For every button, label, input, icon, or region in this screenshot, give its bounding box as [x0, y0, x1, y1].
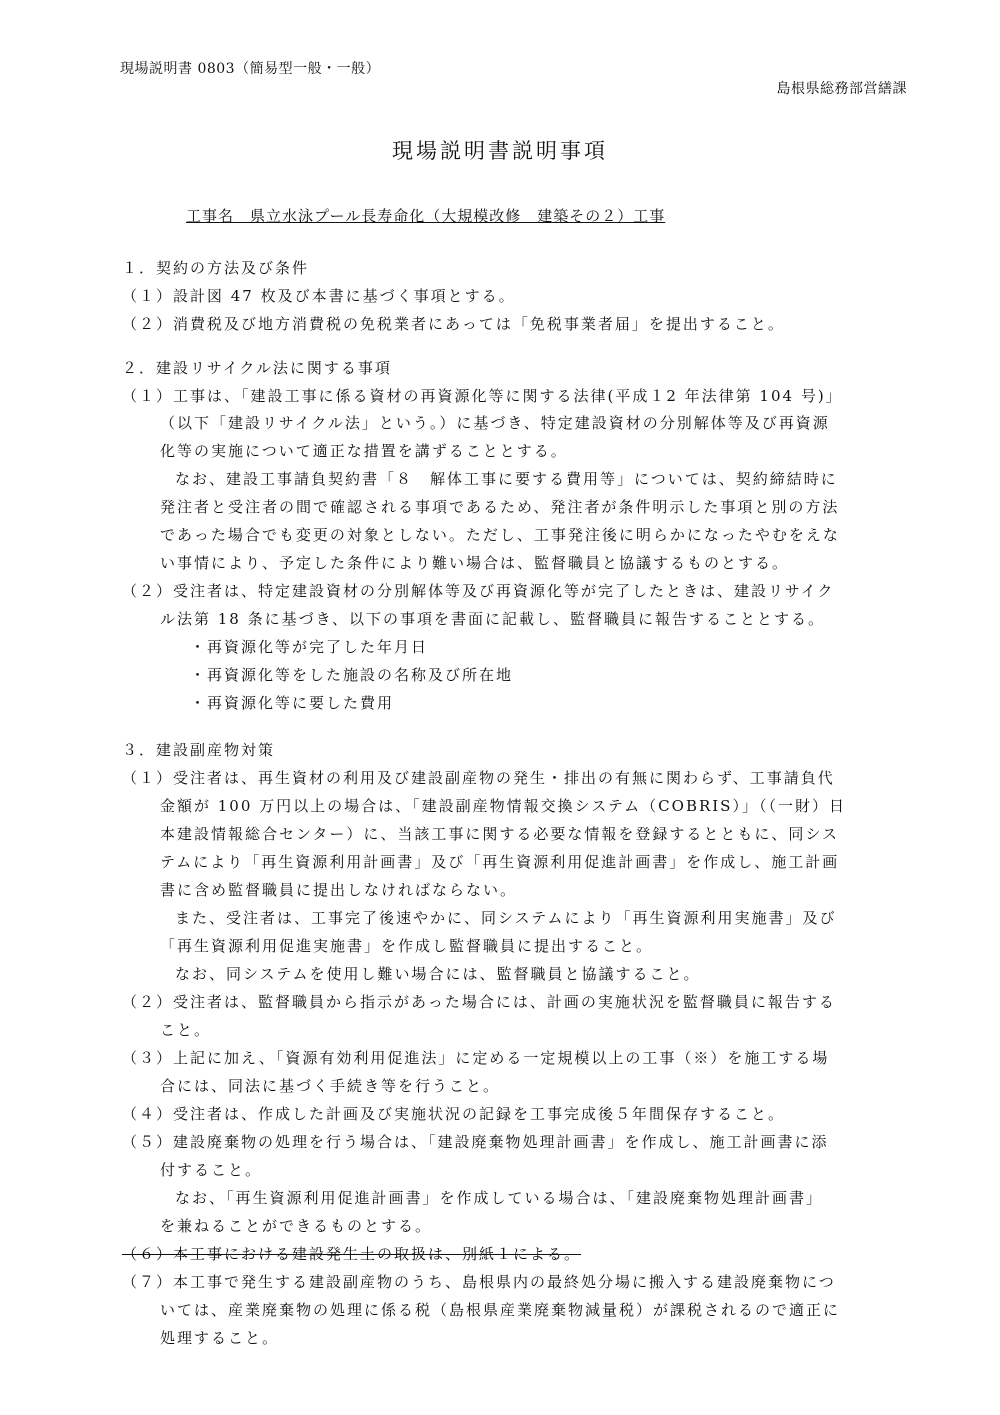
body-line: 金額が 100 万円以上の場合は、「建設副産物情報交換システム（COBRIS）」（（一財）日: [160, 797, 846, 815]
body-line: （３）上記に加え、「資源有効利用促進法」に定める一定規模以上の工事（※）を施工する場: [122, 1049, 830, 1067]
body-line: 付すること。: [160, 1161, 263, 1179]
body-line: 合には、同法に基づく手続き等を行うこと。: [160, 1077, 501, 1095]
body-line: テムにより「再生資源利用計画書」及び「再生資源利用促進計画書」を作成し、施工計画: [160, 853, 840, 871]
body-line: 書に含め監督職員に提出しなければならない。: [160, 881, 518, 899]
body-line: 処理すること。: [160, 1329, 280, 1347]
body-line: （２）消費税及び地方消費税の免税業者にあっては「免税事業者届」を提出すること。: [122, 315, 785, 333]
body-line: また、受注者は、工事完了後速やかに、同システムにより「再生資源利用実施書」及び: [175, 909, 837, 927]
body-line: １．契約の方法及び条件: [122, 259, 310, 277]
body-line: を兼ねることができるものとする。: [160, 1217, 433, 1235]
body-line: であった場合でも変更の対象としない。ただし、工事発注後に明らかになったやむをえな: [160, 526, 840, 544]
body-line: ル法第 18 条に基づき、以下の事項を書面に記載し、監督職員に報告することとする。: [160, 610, 826, 628]
body-line: ・再資源化等をした施設の名称及び所在地: [190, 666, 514, 684]
body-line: なお、建設工事請負契約書「８ 解体工事に要する費用等」については、契約締結時に: [175, 470, 838, 488]
body-line: （２）受注者は、監督職員から指示があった場合には、計画の実施状況を監督職員に報告する: [122, 993, 836, 1011]
body-line: こと。: [160, 1021, 212, 1039]
body-line: ・再資源化等が完了した年月日: [190, 638, 429, 656]
document-code: 現場説明書 0803（簡易型一般・一般）: [120, 61, 381, 77]
department-name: 島根県総務部営繕課: [776, 81, 907, 97]
body-line: い事情により、予定した条件により難い場合は、監督職員と協議するものとする。: [160, 554, 790, 572]
body-line: （以下「建設リサイクル法」という。）に基づき、特定建設資材の分別解体等及び再資源: [160, 414, 830, 432]
body-line: ３．建設副産物対策: [122, 741, 276, 759]
body-line: 発注者と受注者の間で確認される事項であるため、発注者が条件明示した事項と別の方法: [160, 498, 840, 516]
body-line: （２）受注者は、特定建設資材の分別解体等及び再資源化等が完了したときは、建設リサイク: [122, 582, 835, 600]
body-line: （７）本工事で発生する建設副産物のうち、島根県内の最終処分場に搬入する建設廃棄物につ: [122, 1273, 836, 1291]
body-line: 化等の実施について適正な措置を講ずることとする。: [160, 442, 568, 460]
body-line: （６）本工事における建設発生土の取扱は、別紙１による。: [122, 1245, 582, 1263]
body-line: （１）工事は、「建設工事に係る資材の再資源化等に関する法律(平成１2 年法律第 104 号)」: [122, 387, 843, 405]
body-line: （４）受注者は、作成した計画及び実施状況の記録を工事完成後５年間保存すること。: [122, 1105, 786, 1123]
body-line: なお、「再生資源利用促進計画書」を作成している場合は、「建設廃棄物処理計画書」: [175, 1189, 824, 1207]
body-line: 本建設情報総合センター）に、当該工事に関する必要な情報を登録するとともに、同シス: [160, 825, 839, 843]
body-line: いては、産業廃棄物の処理に係る税（島根県産業廃棄物減量税）が課税されるので適正に: [160, 1301, 841, 1319]
body-line: なお、同システムを使用し難い場合には、監督職員と協議すること。: [175, 965, 701, 983]
body-line: （１）設計図 47 枚及び本書に基づく事項とする。: [122, 287, 516, 305]
body-line: （５）建設廃棄物の処理を行う場合は、「建設廃棄物処理計画書」を作成し、施工計画書に添: [122, 1133, 829, 1151]
body-line: ・再資源化等に要した費用: [190, 694, 395, 712]
project-name: 工事名 県立水泳プール長寿命化（大規模改修 建築その２）工事: [186, 207, 666, 225]
body-line: 「再生資源利用促進実施書」を作成し監督職員に提出すること。: [160, 937, 654, 955]
body-line: ２．建設リサイクル法に関する事項: [122, 359, 392, 377]
page-title: 現場説明書説明事項: [392, 139, 608, 163]
body-line: （１）受注者は、再生資材の利用及び建設副産物の発生・排出の有無に関わらず、工事請負代: [122, 769, 835, 787]
